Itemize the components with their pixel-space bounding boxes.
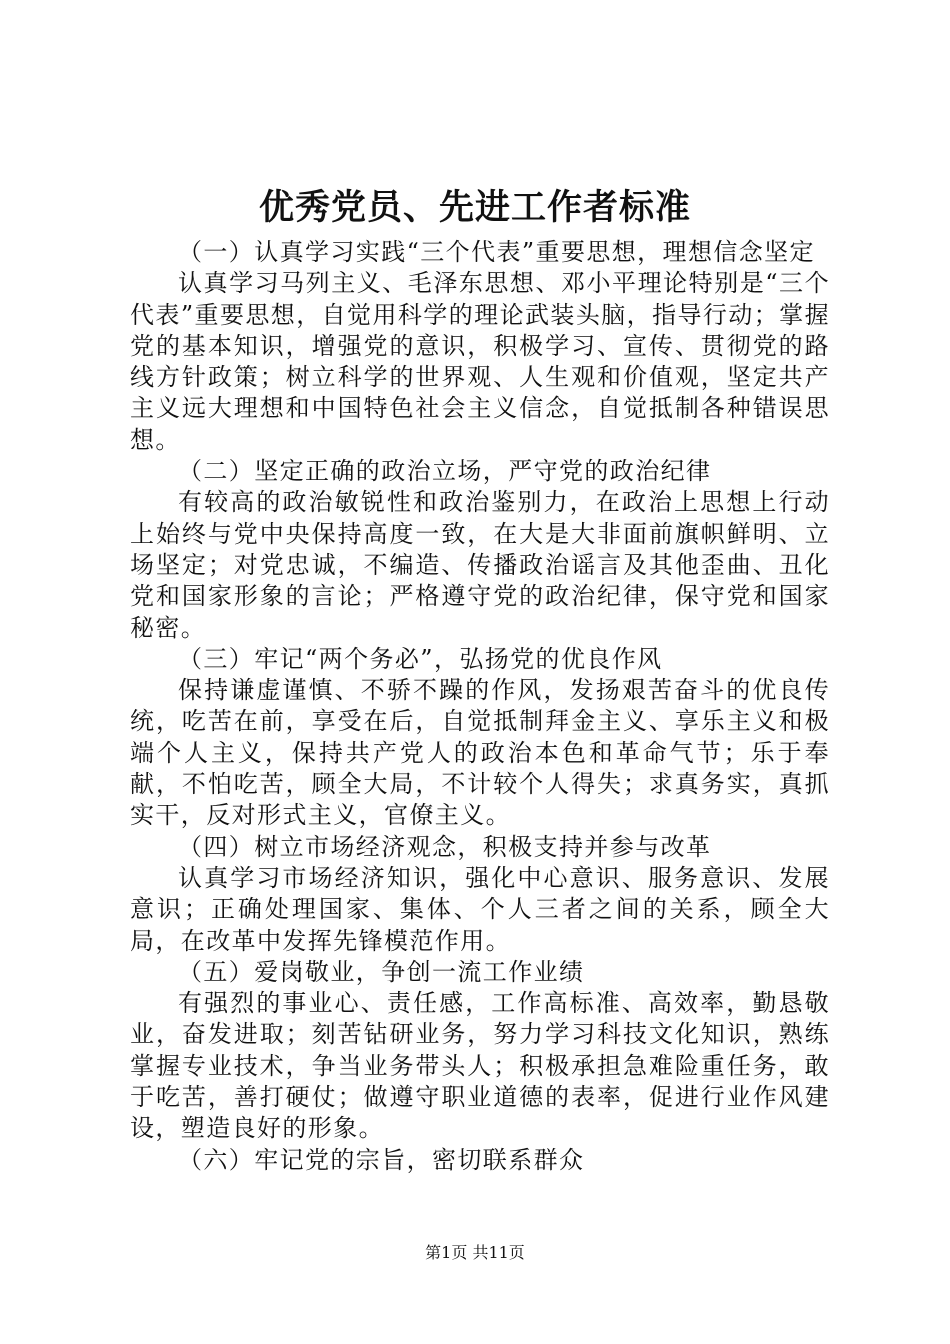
- body-paragraph-5: 有强烈的事业心、责任感，工作高标准、高效率，勤恳敬业，奋发进取；刻苦钻研业务，努力学习科技文化知识，熟练掌握专业技术，争当业务带头人；积极承担急难险重任务，敢于吃苦，善打硬仗；做遵守职业道德的表率，促进行业作风建设，塑造良好的形象。: [130, 989, 830, 1143]
- body-paragraph-3: 保持谦虚谨慎、不骄不躁的作风，发扬艰苦奋斗的优良传统，吃苦在前，享受在后，自觉抵制拜金主义、享乐主义和极端个人主义，保持共产党人的政治本色和革命气节；乐于奉献，不怕吃苦，顾全大局，不计较个人得失；求真务实，真抓实干，反对形式主义，官僚主义。: [130, 676, 830, 830]
- section-heading-5: （五）爱岗敬业，争创一流工作业绩: [178, 957, 585, 986]
- section-heading-3: （三）牢记“两个务必”，弘扬党的优良作风: [178, 644, 663, 673]
- document-body: [130, 237, 830, 1176]
- section-heading-4: （四）树立市场经济观念，积极支持并参与改革: [178, 832, 712, 861]
- document-title: 优秀党员、先进工作者标准: [258, 187, 691, 228]
- body-paragraph-1: 认真学习马列主义、毛泽东思想、邓小平理论特别是“三个代表”重要思想，自觉用科学的理论武装头脑，指导行动；掌握党的基本知识，增强党的意识，积极学习、宣传、贯彻党的路线方针政策；树立科学的世界观、人生观和价值观，坚定共产主义远大理想和中国特色社会主义信念，自觉抵制各种错误思想。: [130, 269, 830, 454]
- page-footer: 第1页 共11页: [425, 1243, 525, 1262]
- body-paragraph-2: 有较高的政治敏锐性和政治鉴别力，在政治上思想上行动上始终与党中央保持高度一致，在大是大非面前旗帜鲜明、立场坚定；对党忠诚，不编造、传播政治谣言及其他歪曲、丑化党和国家形象的言论；严格遵守党的政治纪律，保守党和国家秘密。: [130, 488, 830, 642]
- section-heading-6: （六）牢记党的宗旨，密切联系群众: [178, 1145, 585, 1174]
- section-heading-2: （二）坚定正确的政治立场，严守党的政治纪律: [178, 457, 712, 486]
- section-heading-1: （一）认真学习实践“三个代表”重要思想，理想信念坚定: [178, 238, 815, 266]
- body-paragraph-4: 认真学习市场经济知识，强化中心意识、服务意识、发展意识；正确处理国家、集体、个人三者之间的关系，顾全大局，在改革中发挥先锋模范作用。: [130, 863, 830, 955]
